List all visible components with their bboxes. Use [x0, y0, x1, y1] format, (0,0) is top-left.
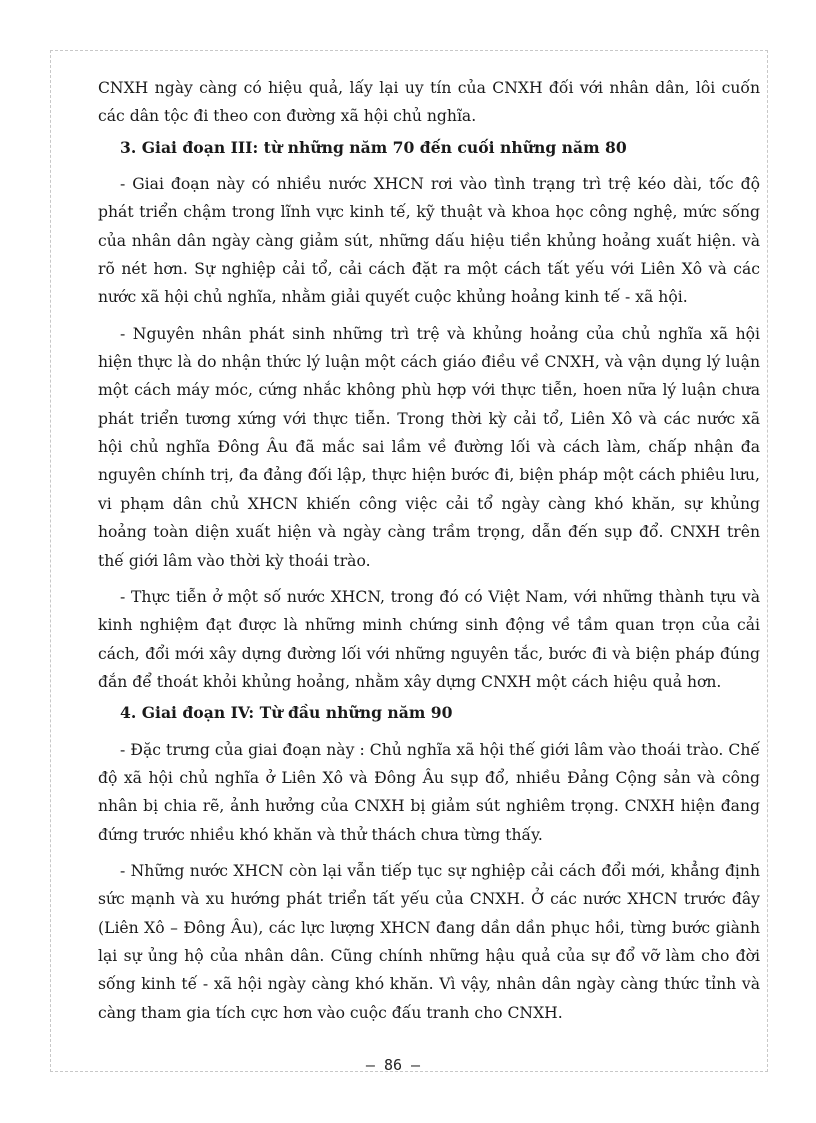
page-number: – 86 – [365, 1056, 421, 1074]
section-heading-stage-3: 3. Giai đoạn III: từ những năm 70 đến cuối những năm 80 [120, 137, 627, 157]
paragraph-stage-3-stagnation: - Giai đoạn này có nhiều nước XHCN rơi vào tình trạng trì trệ kéo dài, tốc độ phát triển chậm trong lĩnh vực kinh tế, kỹ thuật và khoa học công nghệ, mức sống của nhân dân ngày càng giảm sút, những dấu hiệu tiền khủng hoảng xuất hiện. và rõ nét hơn. Sự nghiệp cải tổ, cải cách đặt ra một cách tất yếu với Liên Xô và các nước xã hội chủ nghĩa, nhằm giải quyết cuộc khủng hoảng kinh tế - xã hội. [98, 175, 760, 307]
paragraph-stage-4-remaining-countries: - Những nước XHCN còn lại vẫn tiếp tục sự nghiệp cải cách đổi mới, khẳng định sức mạnh và xu hướng phát triển tất yếu của CNXH. Ở các nước XHCN trước đây (Liên Xô – Đông Âu), các lực lượng XHCN đang dần dần phục hồi, từng bước giành lại sự ủng hộ của nhân dân. Cũng chính những hậu quả của sự đổ vỡ làm cho đời sống kinh tế - xã hội ngày càng khó khăn. Vì vậy, nhân dân ngày càng thức tỉnh và càng tham gia tích cực hơn vào cuộc đấu tranh cho CNXH. [98, 861, 760, 1022]
paragraph-stage-4-characteristics: - Đặc trưng của giai đoạn này : Chủ nghĩa xã hội thế giới lâm vào thoái trào. Chế độ xã hội chủ nghĩa ở Liên Xô và Đông Âu sụp đổ, nhiều Đảng Cộng sản và công nhân bị chia rẽ, ảnh hưởng của CNXH bị giảm sút nghiêm trọng. CNXH hiện đang đứng trước nhiều khó khăn và thử thách chưa từng thấy. [98, 740, 760, 844]
section-heading-stage-4: 4. Giai đoạn IV: Từ đầu những năm 90 [120, 703, 453, 723]
paragraph-continuation: CNXH ngày càng có hiệu quả, lấy lại uy tín của CNXH đối với nhân dân, lôi cuốn các dân tộc đi theo con đường xã hội chủ nghĩa. [98, 79, 760, 126]
paragraph-stage-3-practice: - Thực tiễn ở một số nước XHCN, trong đó có Việt Nam, với những thành tựu và kinh nghiệm đạt được là những minh chứng sinh động về tầm quan trọn của cải cách, đổi mới xây dựng đường lối với những nguyên tắc, bước đi và biện pháp đúng đắn để thoát khỏi khủng hoảng, nhằm xây dựng CNXH một cách hiệu quả hơn. [98, 587, 760, 691]
document-body [98, 74, 760, 1027]
paragraph-stage-3-causes: - Nguyên nhân phát sinh những trì trệ và khủng hoảng của chủ nghĩa xã hội hiện thực là do nhận thức lý luận một cách giáo điều về CNXH, và vận dụng lý luận một cách máy móc, cứng nhắc không phù hợp với thực tiễn, hoen nữa lý luận chưa phát triển tương xứng với thực tiễn. Trong thời kỳ cải tổ, Liên Xô và các nước xã hội chủ nghĩa Đông Âu đã mắc sai lầm về đường lối và cách làm, chấp nhận đa nguyên chính trị, đa đảng đối lập, thực hiện bước đi, biện pháp một cách phiêu lưu, vi phạm dân chủ XHCN khiến công việc cải tổ ngày càng khó khăn, sự khủng hoảng toàn diện xuất hiện và ngày càng trầm trọng, dẫn đến sụp đổ. CNXH trên thế giới lâm vào thời kỳ thoái trào. [98, 324, 760, 570]
